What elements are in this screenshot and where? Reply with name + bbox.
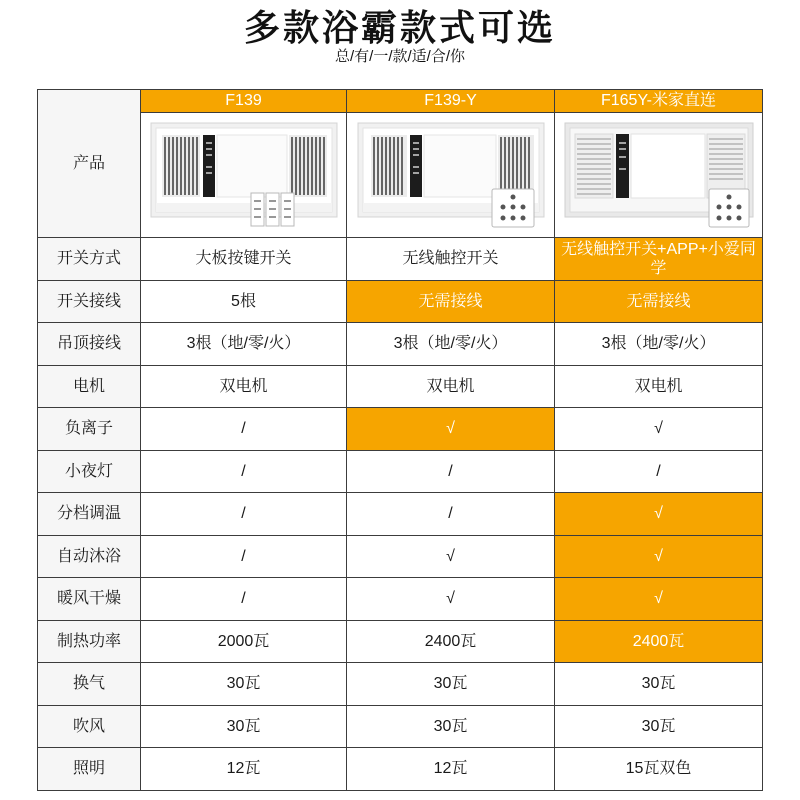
spec-cell-f165y: √ xyxy=(555,578,763,621)
bath-heater-panel-with-remote-icon xyxy=(356,119,546,231)
wall-switch-set xyxy=(251,193,294,226)
bath-heater-panel-with-smart-switch-icon xyxy=(563,119,755,231)
spec-cell-f139-y: 12瓦 xyxy=(347,748,555,791)
spec-cell-f139: / xyxy=(141,578,347,621)
spec-cell-f165y: 无线触控开关+APP+小爱同学 xyxy=(555,238,763,281)
product-cell-f139-y xyxy=(347,113,555,238)
model-header-f165y: F165Y-米家直连 xyxy=(555,90,763,113)
spec-cell-f139: 12瓦 xyxy=(141,748,347,791)
spec-cell-f139-y: √ xyxy=(347,408,555,451)
smart-wall-switch xyxy=(709,189,749,227)
spec-cell-f165y: 2400瓦 xyxy=(555,620,763,663)
row-label: 吊顶接线 xyxy=(38,323,141,366)
row-label: 开关接线 xyxy=(38,280,141,323)
spec-cell-f165y: 3根（地/零/火） xyxy=(555,323,763,366)
spec-cell-f139: / xyxy=(141,408,347,451)
spec-cell-f139: 5根 xyxy=(141,280,347,323)
model-header-f139: F139 xyxy=(141,90,347,113)
spec-cell-f139-y: 30瓦 xyxy=(347,705,555,748)
comparison-table xyxy=(37,89,763,791)
row-label: 负离子 xyxy=(38,408,141,451)
spec-row-heating-power xyxy=(38,620,763,663)
vent-grill-right xyxy=(707,134,745,198)
vent-grill-left xyxy=(162,135,200,197)
spec-cell-f165y: 无需接线 xyxy=(555,280,763,323)
model-header-f139-y: F139-Y xyxy=(347,90,555,113)
spec-row-blowing xyxy=(38,705,763,748)
spec-cell-f165y: √ xyxy=(555,493,763,536)
spec-row-switch-type xyxy=(38,238,763,281)
light-panel xyxy=(631,134,705,198)
row-label-product: 产品 xyxy=(38,90,141,238)
row-label: 开关方式 xyxy=(38,238,141,281)
row-label: 自动沐浴 xyxy=(38,535,141,578)
spec-cell-f139-y: 3根（地/零/火） xyxy=(347,323,555,366)
spec-cell-f139-y: √ xyxy=(347,535,555,578)
vent-grill-left xyxy=(575,134,613,198)
model-header-row xyxy=(38,90,763,113)
bath-heater-panel-with-button-switches-icon xyxy=(149,119,339,231)
spec-cell-f139: 3根（地/零/火） xyxy=(141,323,347,366)
spec-cell-f139-y: / xyxy=(347,450,555,493)
spec-cell-f139: 双电机 xyxy=(141,365,347,408)
spec-row-night-light xyxy=(38,450,763,493)
row-label: 照明 xyxy=(38,748,141,791)
vent-grill-right xyxy=(289,135,327,197)
light-panel xyxy=(424,135,496,197)
row-label: 换气 xyxy=(38,663,141,706)
row-label: 吹风 xyxy=(38,705,141,748)
spec-cell-f165y: 30瓦 xyxy=(555,705,763,748)
spec-row-temperature-levels xyxy=(38,493,763,536)
spec-row-motor xyxy=(38,365,763,408)
row-label: 制热功率 xyxy=(38,620,141,663)
spec-cell-f139-y: 无线触控开关 xyxy=(347,238,555,281)
page-subtitle: 总/有/一/款/适/合/你 xyxy=(334,48,465,65)
spec-cell-f139-y: / xyxy=(347,493,555,536)
spec-cell-f139-y: 30瓦 xyxy=(347,663,555,706)
spec-cell-f165y: 双电机 xyxy=(555,365,763,408)
spec-cell-f139: / xyxy=(141,450,347,493)
spec-row-warm-air-dry xyxy=(38,578,763,621)
spec-row-negative-ion xyxy=(38,408,763,451)
spec-row-lighting xyxy=(38,748,763,791)
spec-row-ceiling-wiring xyxy=(38,323,763,366)
spec-cell-f139: 2000瓦 xyxy=(141,620,347,663)
display-strip xyxy=(616,134,629,198)
spec-cell-f139-y: 2400瓦 xyxy=(347,620,555,663)
display-strip xyxy=(203,135,215,197)
product-cell-f139 xyxy=(141,113,347,238)
spec-cell-f139: / xyxy=(141,535,347,578)
spec-row-ventilation xyxy=(38,663,763,706)
spec-cell-f139: 大板按键开关 xyxy=(141,238,347,281)
spec-cell-f139-y: 无需接线 xyxy=(347,280,555,323)
spec-cell-f139: / xyxy=(141,493,347,536)
vent-grill-left xyxy=(371,135,407,197)
light-panel xyxy=(217,135,287,197)
row-label: 小夜灯 xyxy=(38,450,141,493)
display-strip xyxy=(410,135,422,197)
row-label: 分档调温 xyxy=(38,493,141,536)
spec-cell-f165y: 15瓦双色 xyxy=(555,748,763,791)
page-title: 多款浴霸款式可选 xyxy=(243,7,556,48)
vent-grill-right xyxy=(498,135,534,197)
product-image-row xyxy=(38,113,763,238)
spec-row-switch-wiring xyxy=(38,280,763,323)
product-cell-f165y xyxy=(555,113,763,238)
spec-cell-f139: 30瓦 xyxy=(141,705,347,748)
spec-cell-f139-y: 双电机 xyxy=(347,365,555,408)
spec-cell-f165y: √ xyxy=(555,535,763,578)
spec-row-auto-bath xyxy=(38,535,763,578)
spec-cell-f165y: / xyxy=(555,450,763,493)
spec-cell-f165y: 30瓦 xyxy=(555,663,763,706)
spec-cell-f139-y: √ xyxy=(347,578,555,621)
row-label: 暖风干燥 xyxy=(38,578,141,621)
remote-control xyxy=(492,189,534,227)
row-label: 电机 xyxy=(38,365,141,408)
spec-cell-f139: 30瓦 xyxy=(141,663,347,706)
spec-cell-f165y: √ xyxy=(555,408,763,451)
